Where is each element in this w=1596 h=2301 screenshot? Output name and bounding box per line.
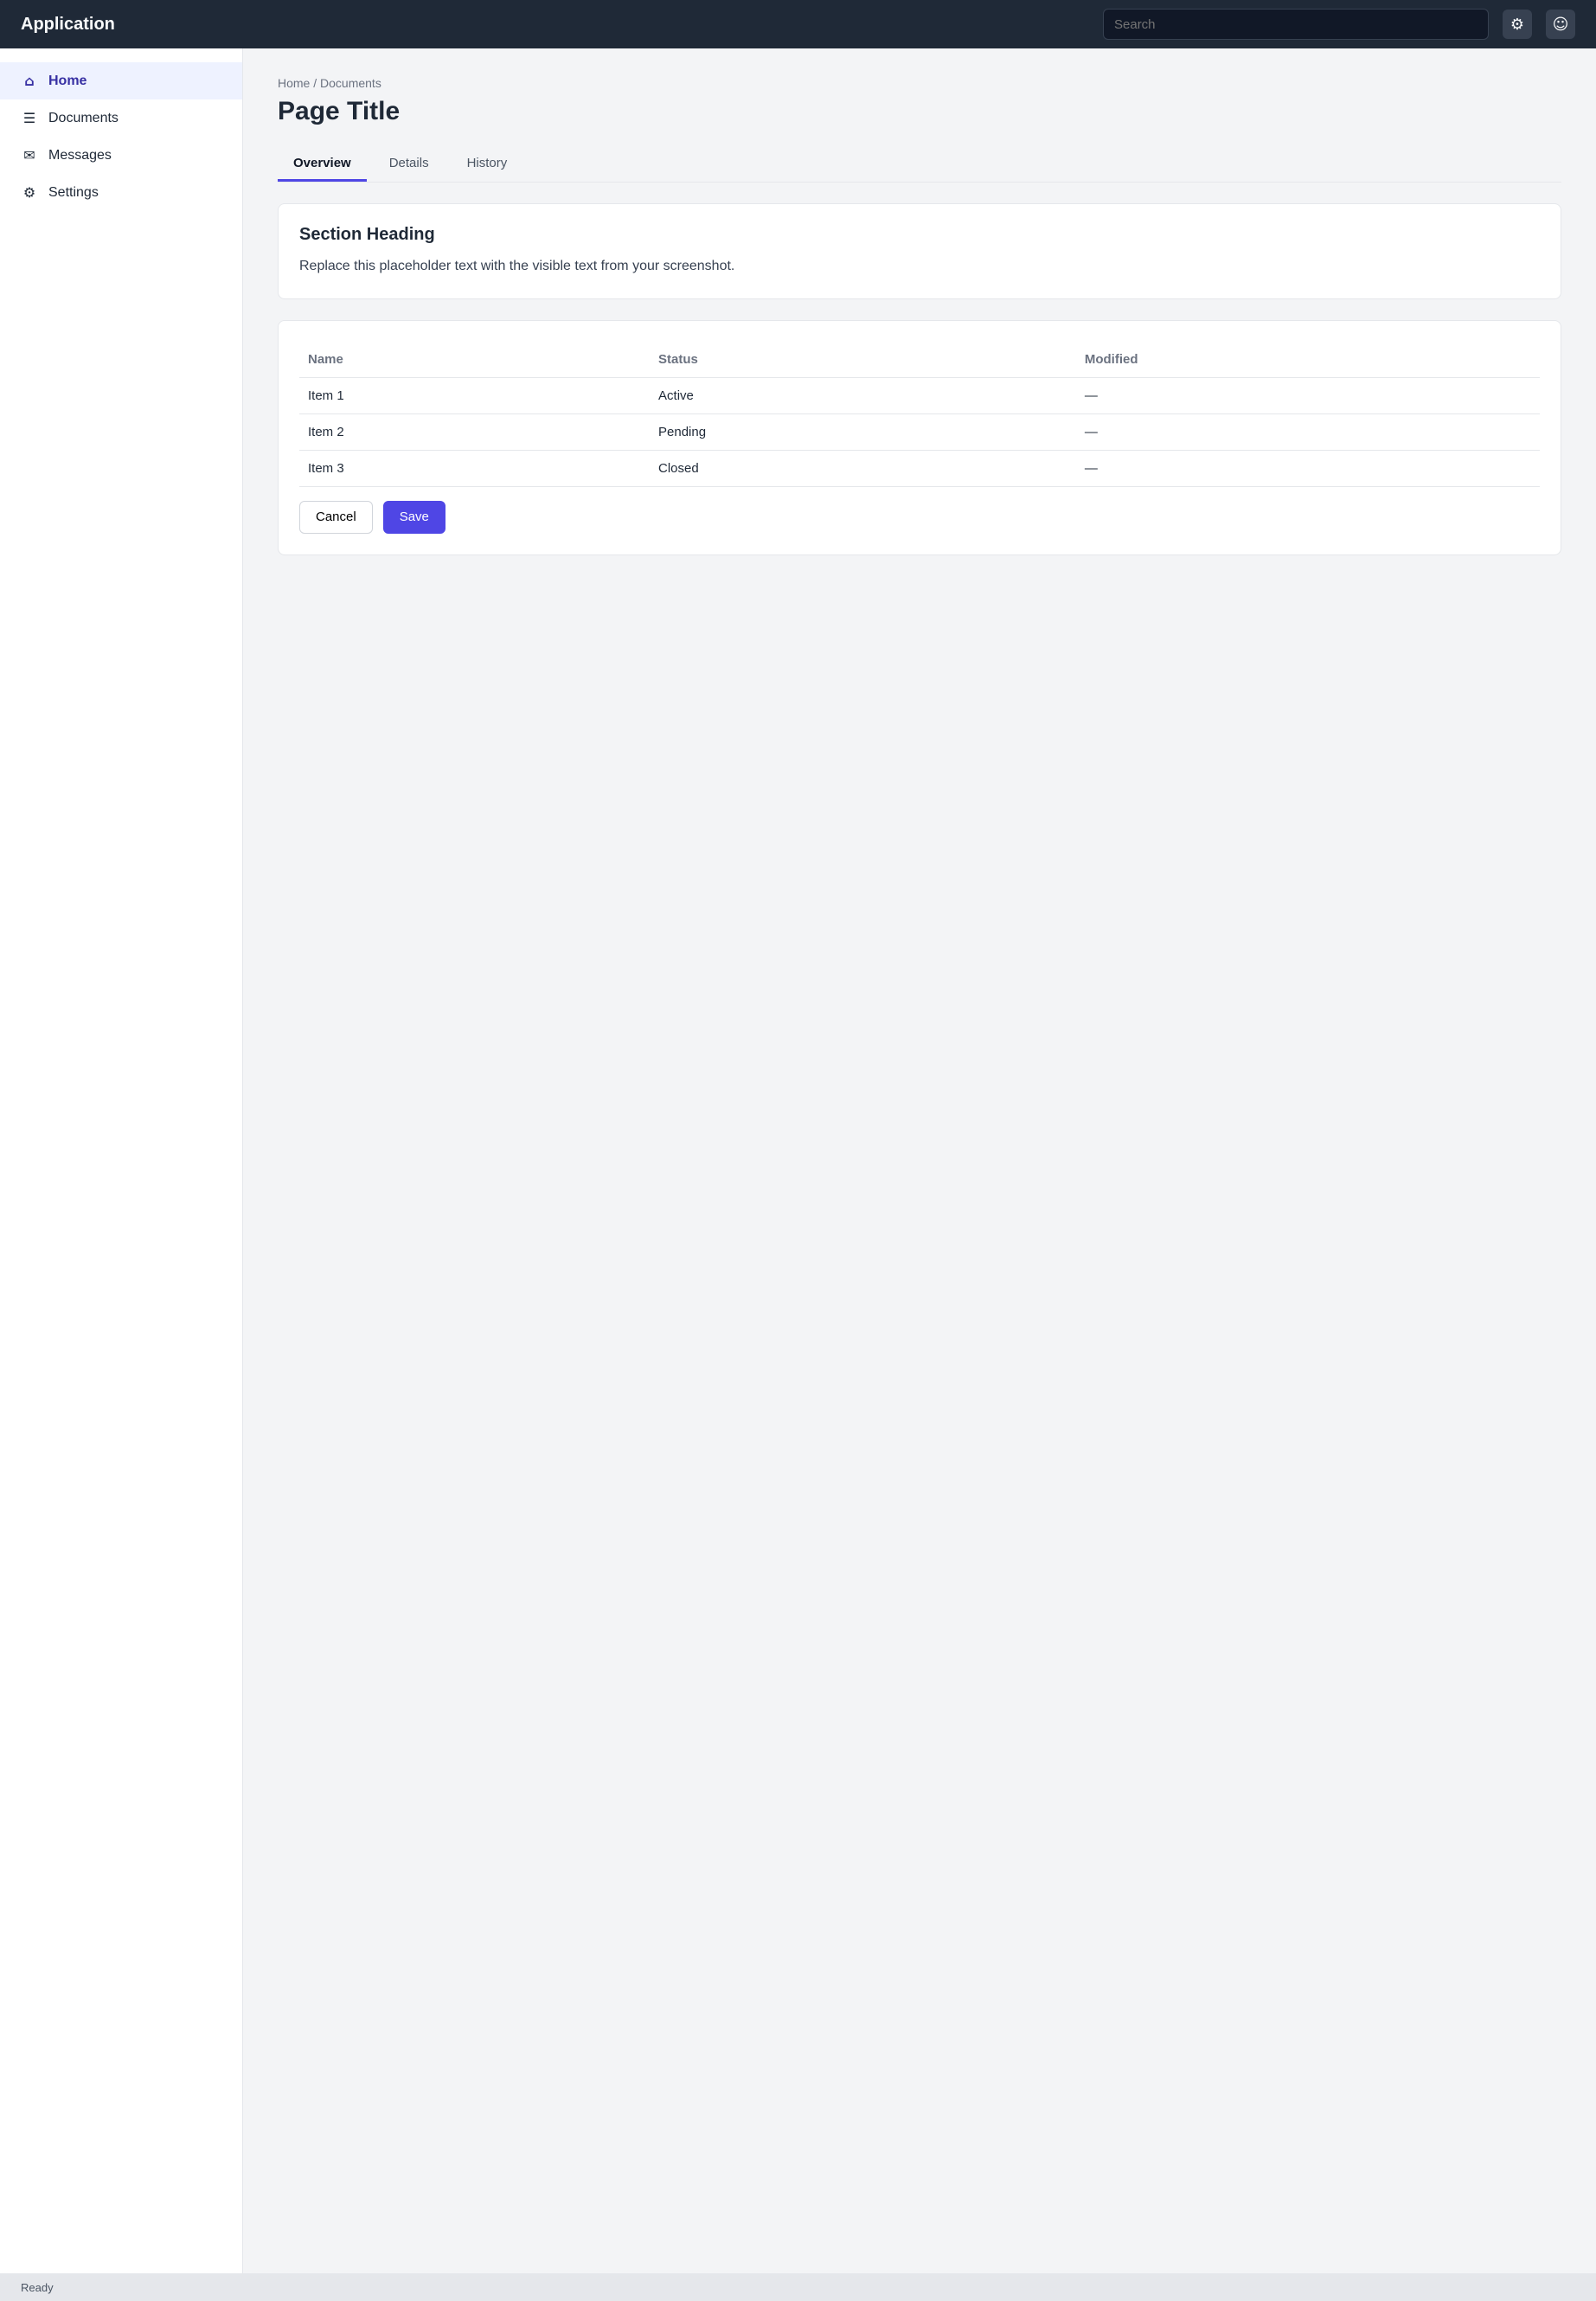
main-content	[243, 48, 1596, 2273]
sidebar-item-label: Messages	[48, 147, 112, 163]
home-icon: ⌂	[24, 73, 35, 89]
table-cell: —	[1076, 450, 1540, 486]
column-header[interactable]: Modified	[1076, 342, 1540, 378]
card-body: Replace this placeholder text with the visible text from your screenshot.	[299, 259, 735, 273]
content-card	[278, 203, 1561, 299]
status-text: Ready	[21, 2280, 54, 2294]
table-cell: Item 1	[299, 377, 650, 413]
documents-icon: ☰	[22, 110, 36, 126]
table-row[interactable]	[299, 450, 1540, 486]
tab-bar	[278, 147, 1561, 183]
sidebar-item-label: Home	[48, 73, 87, 88]
sidebar-item-documents[interactable]	[0, 99, 242, 137]
body-row	[0, 48, 1596, 2273]
sidebar	[0, 48, 243, 2273]
sidebar-item-messages[interactable]	[0, 137, 242, 174]
save-button[interactable]: Save	[383, 501, 445, 534]
app-title: Application	[21, 14, 115, 34]
mail-icon: ✉	[23, 147, 35, 163]
gear-icon: ⚙	[22, 184, 36, 201]
column-header[interactable]: Status	[650, 342, 1076, 378]
table-cell: —	[1076, 377, 1540, 413]
tab-details[interactable]: Details	[388, 156, 429, 170]
sidebar-item-label: Settings	[48, 184, 99, 200]
tab-overview[interactable]: Overview	[278, 147, 367, 182]
table-header-row	[299, 342, 1540, 378]
table-cell: Item 3	[299, 450, 650, 486]
column-header[interactable]: Name	[299, 342, 650, 378]
sidebar-item-home[interactable]	[0, 62, 242, 99]
action-bar	[299, 501, 1540, 534]
tab-history[interactable]: History	[466, 156, 508, 170]
search-input[interactable]	[1103, 9, 1489, 40]
table-cell: —	[1076, 413, 1540, 450]
sidebar-item-settings[interactable]	[0, 174, 242, 211]
title-bar	[0, 0, 1596, 48]
table-cell: Active	[650, 377, 1076, 413]
page-title: Page Title	[278, 97, 401, 125]
data-table	[299, 342, 1540, 487]
cancel-button[interactable]: Cancel	[299, 501, 373, 534]
sidebar-item-label: Documents	[48, 110, 119, 125]
breadcrumb[interactable]: Home / Documents	[278, 76, 381, 90]
table-cell: Pending	[650, 413, 1076, 450]
table-row[interactable]	[299, 377, 1540, 413]
table-cell: Item 2	[299, 413, 650, 450]
table-row[interactable]	[299, 413, 1540, 450]
card-heading: Section Heading	[299, 225, 435, 244]
gear-icon[interactable]: ⚙	[1503, 10, 1532, 39]
user-icon[interactable]: ☺	[1546, 10, 1575, 39]
table-card	[278, 320, 1561, 555]
table-cell: Closed	[650, 450, 1076, 486]
status-bar	[0, 2273, 1596, 2301]
